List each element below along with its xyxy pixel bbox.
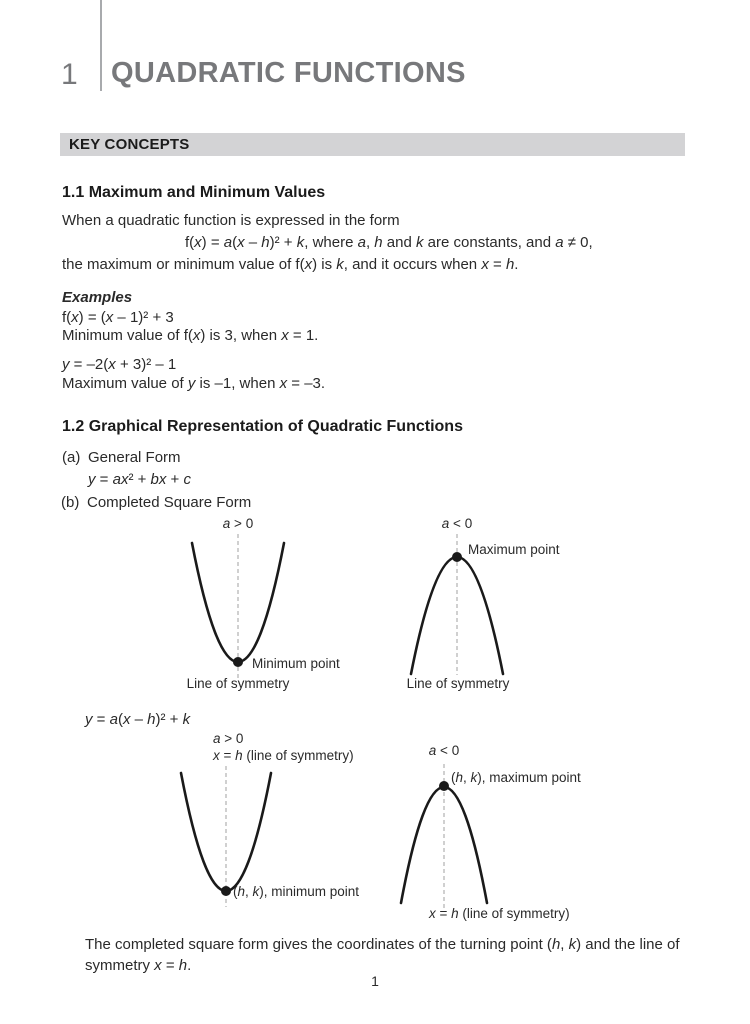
general-form-equation: y = ax² + bx + c — [88, 471, 191, 488]
minimum-vertex-dot — [221, 886, 231, 896]
key-concepts-bar — [60, 133, 685, 156]
parabola-up-curve — [192, 543, 284, 662]
axis-label: Line of symmetry — [186, 676, 290, 691]
minimum-vertex-dot — [233, 657, 243, 667]
chapter-title: QUADRATIC FUNCTIONS — [111, 57, 466, 89]
diagram-general-positive — [130, 505, 420, 710]
vertex-label: Minimum point — [252, 656, 340, 671]
item-b-title: Completed Square Form — [87, 494, 252, 511]
section-1-1-heading: 1.1 Maximum and Minimum Values — [62, 184, 326, 201]
completed-square-definition-formula: f(x) = a(x – h)² + k, where a, h and k are constants, and a ≠ 0, — [185, 234, 593, 251]
list-item-a — [62, 449, 181, 468]
closing-paragraph-line-2: symmetry x = h. — [85, 957, 192, 974]
condition-label: a < 0 — [441, 516, 473, 531]
diagram-completed-positive — [120, 730, 420, 935]
intro-line: When a quadratic function is expressed in the form — [62, 212, 400, 229]
closing-paragraph-line-1: The completed square form gives the coordinates of the turning point (h, k) and the line of — [85, 936, 680, 953]
item-b-marker: (b) — [61, 494, 80, 511]
section-1-2-heading: 1.2 Graphical Representation of Quadratic Functions — [62, 418, 463, 435]
example-1-equation: f(x) = (x – 1)² + 3 — [62, 309, 174, 326]
page-number: 1 — [371, 973, 379, 989]
diagram-completed-negative — [380, 740, 680, 940]
item-a-title: General Form — [88, 449, 181, 466]
completed-square-equation: y = a(x – h)² + k — [85, 711, 191, 728]
condition-label: a > 0 — [222, 516, 254, 531]
conclusion-line: the maximum or minimum value of f(x) is k, and it occurs when x = h. — [62, 256, 519, 273]
maximum-vertex-dot — [439, 781, 449, 791]
diagram-general-negative — [380, 505, 670, 710]
vertex-label: (h, k), maximum point — [451, 770, 581, 785]
examples-label: Examples — [62, 289, 133, 306]
item-a-marker: (a) — [62, 449, 81, 466]
example-2-note: Maximum value of y is –1, when x = –3. — [62, 375, 326, 392]
example-1-note: Minimum value of f(x) is 3, when x = 1. — [62, 327, 319, 344]
axis-label: Line of symmetry — [406, 676, 510, 691]
vertex-label: Maximum point — [468, 542, 560, 557]
example-2-equation: y = –2(x + 3)² – 1 — [62, 356, 177, 373]
chapter-number: 1 — [61, 58, 78, 91]
axis-label: x = h (line of symmetry) — [429, 906, 570, 921]
vertex-label: (h, k), minimum point — [233, 884, 360, 899]
chapter-divider-line — [100, 0, 102, 91]
axis-label: x = h (line of symmetry) — [213, 748, 354, 763]
key-concepts-label: KEY CONCEPTS — [69, 136, 190, 153]
condition-label: a > 0 — [213, 731, 244, 746]
maximum-vertex-dot — [452, 552, 462, 562]
condition-label: a < 0 — [428, 743, 460, 758]
